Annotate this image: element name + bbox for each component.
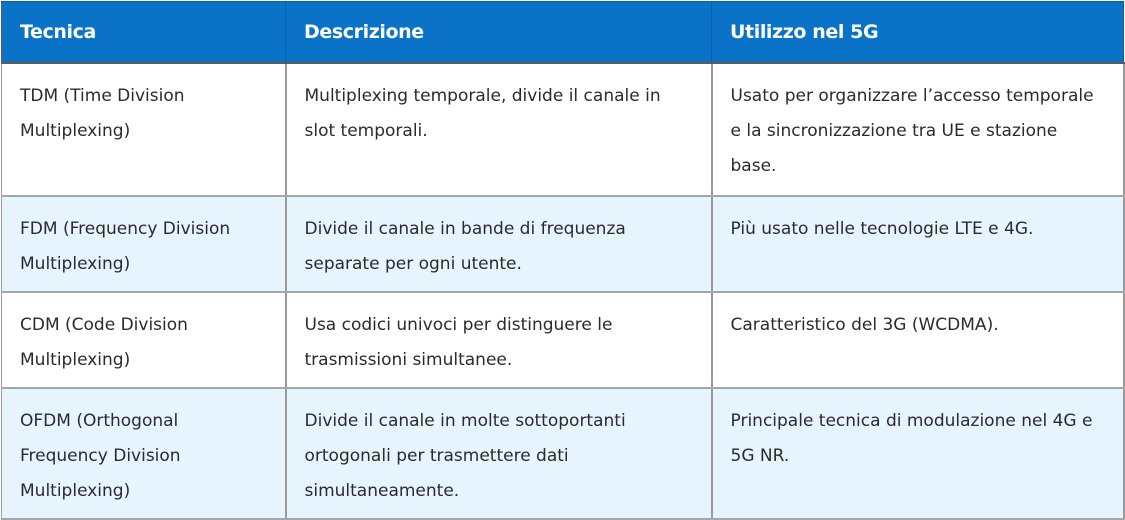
cell-descrizione: Multiplexing temporale, divide il canale in slot temporali. — [286, 63, 712, 196]
table-header-row — [2, 2, 1124, 63]
cell-utilizzo-5g: Caratteristico del 3G (WCDMA). — [712, 292, 1124, 388]
multiplexing-table — [1, 1, 1125, 520]
cell-descrizione: Usa codici univoci per distinguere le trasmissioni simultanee. — [286, 292, 712, 388]
table-row — [2, 196, 1124, 292]
cell-tecnica: FDM (Frequency Division Multiplexing) — [2, 196, 286, 292]
table-row — [2, 63, 1124, 196]
table-row — [2, 292, 1124, 388]
cell-tecnica: OFDM (Orthogonal Frequency Division Multiplexing) — [2, 388, 286, 519]
cell-utilizzo-5g: Usato per organizzare l’accesso temporale e la sincronizzazione tra UE e stazione base. — [712, 63, 1124, 196]
cell-utilizzo-5g: Principale tecnica di modulazione nel 4G e 5G NR. — [712, 388, 1124, 519]
cell-tecnica: CDM (Code Division Multiplexing) — [2, 292, 286, 388]
header-tecnica: Tecnica — [2, 2, 286, 63]
header-descrizione: Descrizione — [286, 2, 712, 63]
cell-descrizione: Divide il canale in molte sottoportanti ortogonali per trasmettere dati simultaneamente. — [286, 388, 712, 519]
cell-utilizzo-5g: Più usato nelle tecnologie LTE e 4G. — [712, 196, 1124, 292]
header-utilizzo-5g: Utilizzo nel 5G — [712, 2, 1124, 63]
table-row — [2, 388, 1124, 519]
cell-descrizione: Divide il canale in bande di frequenza separate per ogni utente. — [286, 196, 712, 292]
cell-tecnica: TDM (Time Division Multiplexing) — [2, 63, 286, 196]
